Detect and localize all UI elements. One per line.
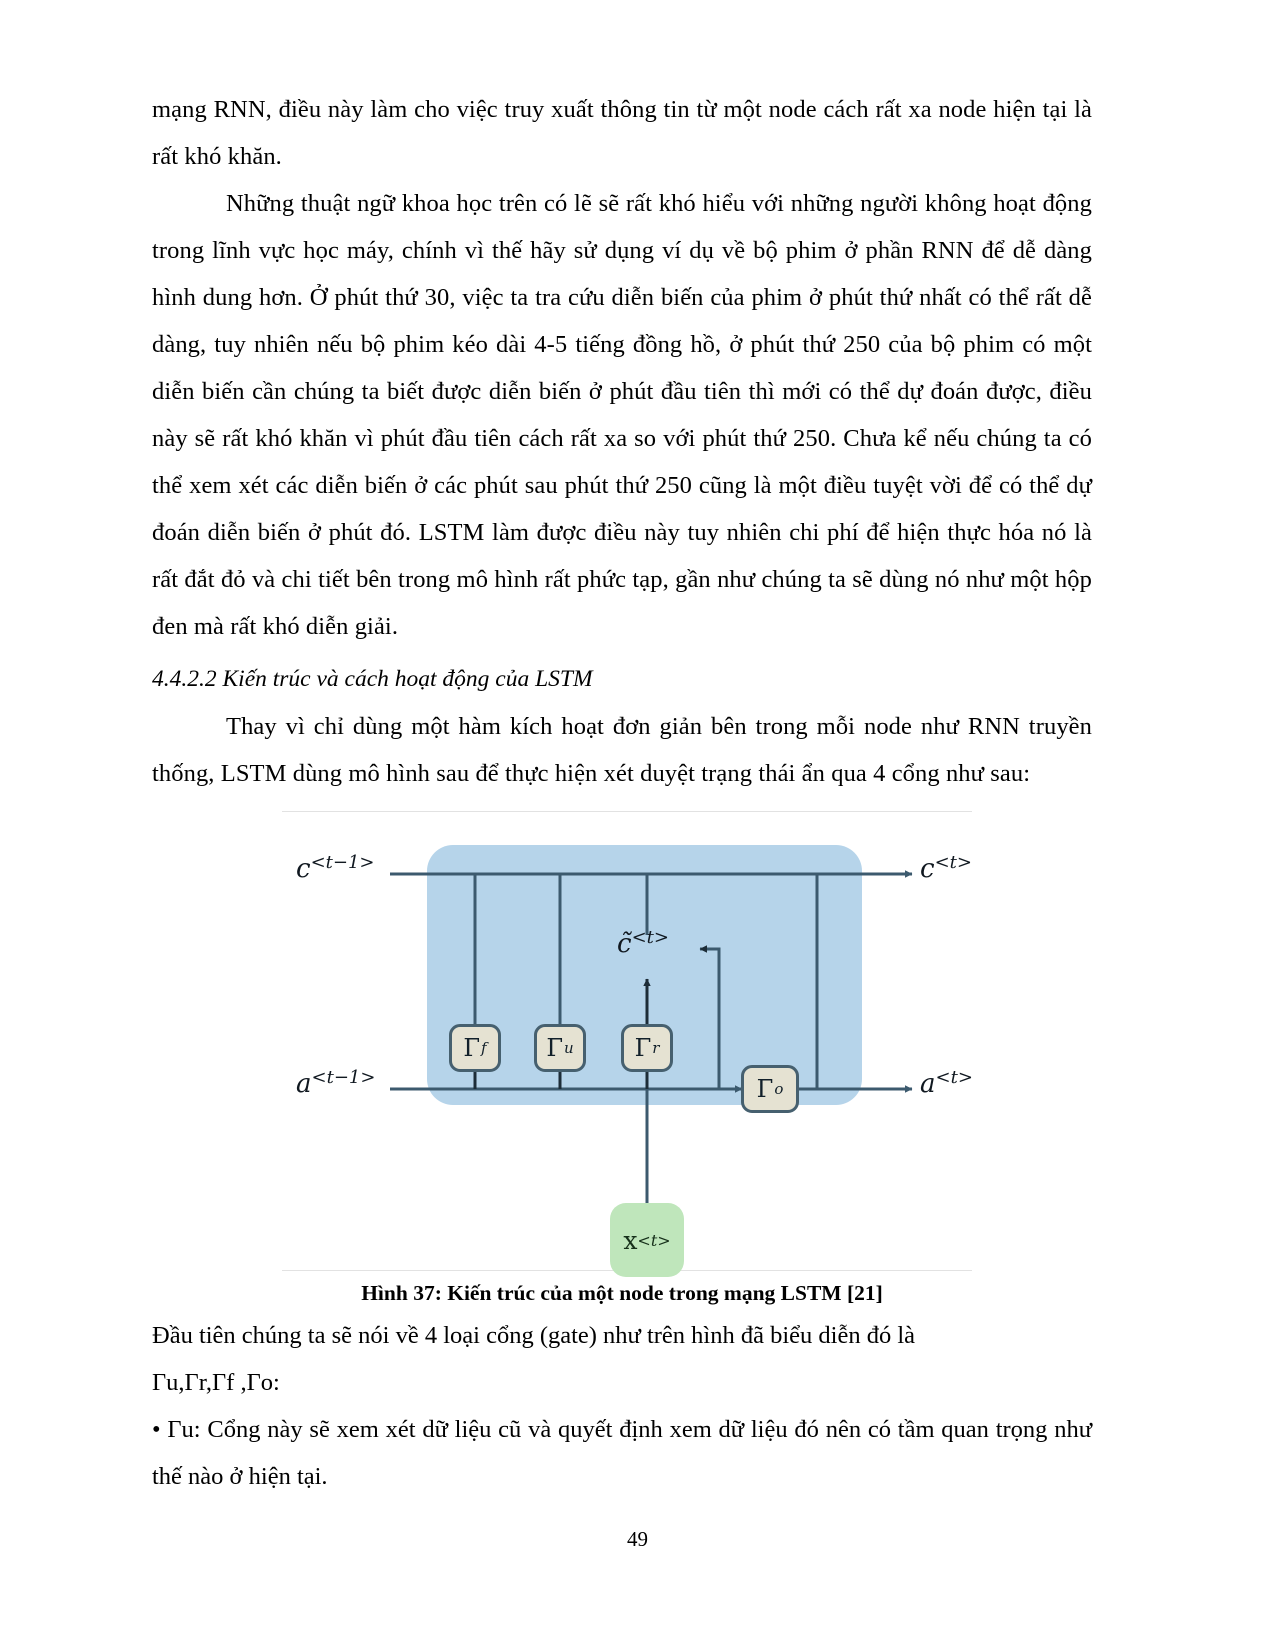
input-box-x (610, 1203, 684, 1277)
label-c-out (920, 852, 972, 884)
section-heading: 4.4.2.2 Kiến trúc và cách hoạt động của LSTM (152, 666, 593, 692)
label-c-out-superscript: <t> (934, 852, 972, 873)
label-c-prev-symbol: c (296, 854, 311, 884)
gate-forget-symbol: Γ (463, 1034, 481, 1062)
gate-relevance-subscript: r (652, 1039, 660, 1057)
label-a-out-superscript: <t> (935, 1067, 973, 1088)
label-c-out-symbol: c (920, 854, 935, 884)
label-a-out-symbol: a (920, 1069, 936, 1099)
input-box-x-symbol: x (623, 1225, 638, 1255)
label-c-prev (296, 852, 375, 884)
figure-lstm-node (152, 811, 1092, 1306)
gate-output-subscript: o (774, 1080, 784, 1098)
label-c-tilde-superscript: <t> (631, 927, 669, 948)
gate-forget-subscript: f (481, 1039, 487, 1057)
paragraph-gate-list: Γu,Γr,Γf ,Γo: (152, 1369, 280, 1396)
page-number: 49 (627, 1527, 648, 1551)
paragraph-gates-intro: Đầu tiên chúng ta sẽ nói về 4 loại cổng (gate) như trên hình đã biểu diễn đó là (152, 1322, 916, 1349)
bullet-gamma-u (152, 1406, 1092, 1500)
gate-update (534, 1024, 586, 1072)
gate-relevance (621, 1024, 673, 1072)
input-box-x-superscript: <t> (637, 1230, 671, 1250)
gate-output-symbol: Γ (756, 1075, 774, 1103)
bullet-marker: • (152, 1416, 161, 1443)
gate-relevance-symbol: Γ (634, 1034, 652, 1062)
paragraph-continued: mạng RNN, điều này làm cho việc truy xuất thông tin từ một node cách rất xa node hiện tại là rất khó khăn. (152, 96, 1092, 170)
bullet-gamma-u-text: Γu: Cổng này sẽ xem xét dữ liệu cũ và quyết định xem dữ liệu đó nên có tầm quan trọng như thế nào ở hiện tại. (152, 1416, 1093, 1490)
label-c-prev-superscript: <t−1> (310, 852, 375, 873)
gate-output (741, 1065, 799, 1113)
paragraph-architecture-intro: Thay vì chỉ dùng một hàm kích hoạt đơn giản bên trong mỗi node như RNN truyền thống, LSTM dùng mô hình sau để thực hiện xét duyệt trạng thái ẩn qua 4 cổng như sau: (152, 713, 1092, 787)
figure-canvas (272, 811, 972, 1271)
label-a-prev-superscript: <t−1> (311, 1067, 376, 1088)
figure-caption: Hình 37: Kiến trúc của một node trong mạng LSTM [21] (361, 1281, 883, 1305)
label-a-prev (296, 1067, 375, 1099)
label-c-tilde (617, 927, 669, 959)
label-a-out (920, 1067, 973, 1099)
label-c-tilde-symbol: c̃ (617, 929, 632, 959)
label-a-prev-symbol: a (296, 1069, 312, 1099)
gate-update-symbol: Γ (546, 1034, 563, 1062)
page-content (152, 86, 1092, 1500)
paragraph-terminology: Những thuật ngữ khoa học trên có lẽ sẽ rất khó hiểu với những người không hoạt động trong lĩnh vực học máy, chính vì thế hãy sử dụng ví dụ về bộ phim ở phần RNN để dễ dàng hình dung hơn. Ở phút thứ 30, việc ta tra cứu diễn biến của phim ở phút thứ nhất có thể rất dễ dàng, tuy nhiên nếu bộ phim kéo dài 4-5 tiếng đồng hồ, ở phút thứ 250 của bộ phim có một diễn biến cần chúng ta biết được diễn biến ở phút đầu tiên thì mới có thể dự đoán được, điều này sẽ rất khó khăn vì phút đầu tiên cách rất xa so với phút thứ 250. Chưa kể nếu chúng ta có thể xem xét các diễn biến ở các phút sau phút thứ 250 cũng là một điều tuyệt vời để có thể dự đoán diễn biến ở phút đó. LSTM làm được điều này tuy nhiên chi phí để hiện thực hóa nó là rất đắt đỏ và chi tiết bên trong mô hình rất phức tạp, gần như chúng ta sẽ dùng nó như một hộp đen mà rất khó diễn giải. (152, 190, 1092, 640)
gate-update-subscript: u (563, 1039, 574, 1057)
gate-forget (449, 1024, 501, 1072)
